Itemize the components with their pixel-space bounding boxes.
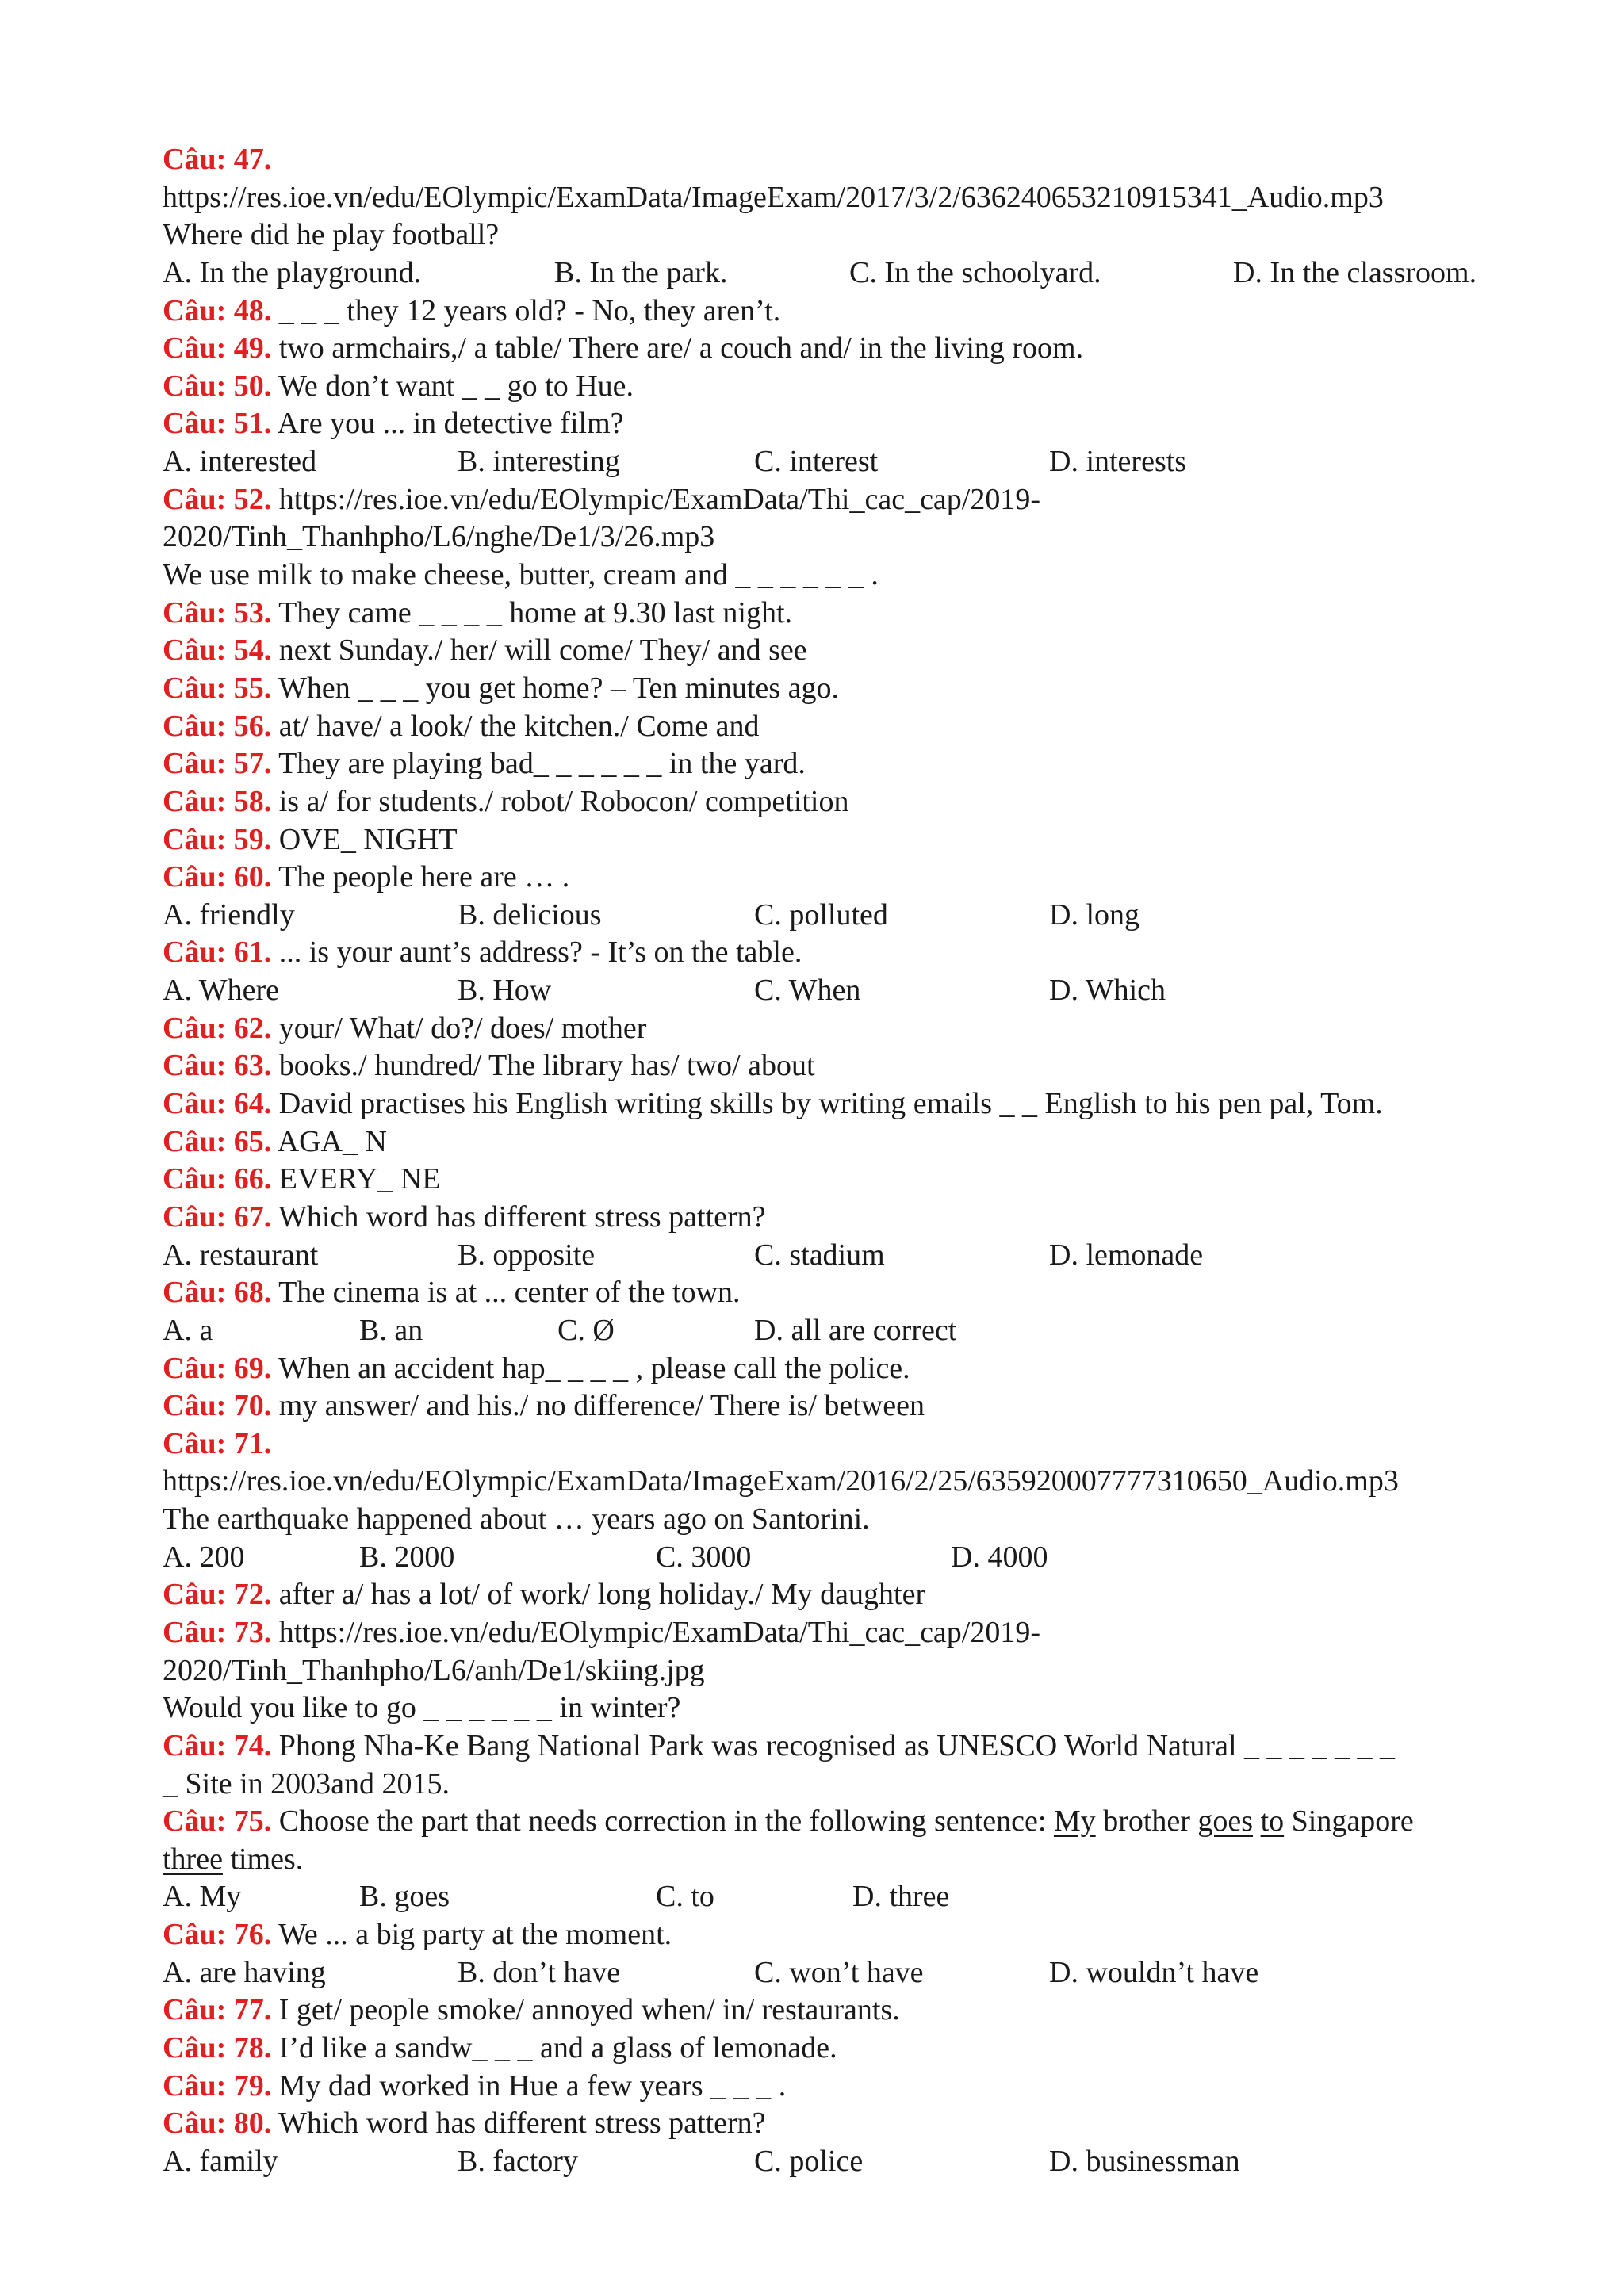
question-label: Câu: 48. [163, 293, 272, 327]
question-label: Câu: 65. [163, 1124, 272, 1158]
question-label: Câu: 49. [163, 331, 272, 365]
question-75-options [163, 1878, 1546, 1916]
question-text: EVERY_ NE [278, 1162, 441, 1196]
option-d: D. In the classroom. [1233, 255, 1477, 289]
option-c: C. stadium [754, 1238, 885, 1272]
option-c: C. interest [754, 445, 879, 479]
option-d: D. Which [1049, 974, 1166, 1008]
option-c: C. When [754, 974, 861, 1008]
option-c: C. 3000 [656, 1540, 752, 1574]
question-67-options [163, 1237, 1546, 1275]
question-label: Câu: 78. [163, 2031, 272, 2065]
question-47-options [163, 254, 1546, 293]
question-63 [163, 1047, 1546, 1085]
question-text: OVE_ NIGHT [278, 822, 458, 856]
question-51-options [163, 443, 1546, 481]
question-66 [163, 1161, 1546, 1199]
question-74 [163, 1728, 1546, 1766]
option-b: B. How [458, 974, 552, 1008]
question-text: at/ have/ a look/ the kitchen./ Come and [278, 709, 760, 743]
question-73-text: Would you like to go _ _ _ _ _ _ in winter? [163, 1691, 681, 1725]
question-text [1253, 1804, 1261, 1838]
option-a: A. a [163, 1313, 213, 1347]
question-text: ... is your aunt’s address? - It’s on the table. [278, 936, 802, 970]
question-71-audio-url: https://res.ioe.vn/edu/EOlympic/ExamData/ImageExam/2016/2/25/635920007777310650_Audio.mp3 [163, 1464, 1399, 1498]
question-label: Câu: 52. [163, 482, 272, 516]
question-75-cont [163, 1841, 1546, 1879]
question-67 [163, 1199, 1546, 1237]
question-text: my answer/ and his./ no difference/ There is/ between [278, 1389, 925, 1423]
question-54 [163, 632, 1546, 670]
question-text: I get/ people smoke/ annoyed when/ in/ restaurants. [278, 1993, 900, 2027]
question-47-audio-url: https://res.ioe.vn/edu/EOlympic/ExamData/ImageExam/2017/3/2/636240653210915341_Audio.mp3 [163, 180, 1384, 214]
option-a: A. interested [163, 445, 317, 479]
option-d: D. three [852, 1880, 950, 1914]
option-b: B. In the park. [554, 255, 728, 289]
option-c: C. police [754, 2144, 864, 2178]
question-label: Câu: 51. [163, 407, 272, 441]
question-61-options [163, 972, 1546, 1010]
question-50 [163, 368, 1546, 406]
question-label: Câu: 70. [163, 1389, 272, 1423]
question-79 [163, 2068, 1546, 2106]
underlined-part-goes: goes [1197, 1804, 1254, 1839]
question-text: David practises his English writing skills by writing emails _ _ English to his pen pal, Tom. [278, 1087, 1383, 1121]
question-56 [163, 708, 1546, 746]
question-label: Câu: 76. [163, 1918, 272, 1952]
question-74-cont: _ Site in 2003and 2015. [163, 1766, 450, 1800]
question-label: Câu: 55. [163, 671, 272, 705]
question-48 [163, 293, 1546, 331]
question-71-options [163, 1539, 1546, 1577]
option-b: B. interesting [458, 445, 620, 479]
question-60 [163, 859, 1546, 897]
question-text: When an accident hap_ _ _ _ , please call the police. [278, 1351, 910, 1385]
question-label: Câu: 47. [163, 143, 272, 176]
question-text: after a/ has a lot/ of work/ long holiday./ My daughter [278, 1578, 926, 1612]
option-c: C. Ø [557, 1313, 615, 1347]
question-audio-url: https://res.ioe.vn/edu/EOlympic/ExamData/Thi_cac_cap/2019- [278, 482, 1041, 516]
question-text: books./ hundred/ The library has/ two/ about [278, 1049, 815, 1083]
question-text: My dad worked in Hue a few years _ _ _ . [278, 2068, 787, 2103]
question-53 [163, 595, 1546, 633]
option-b: B. an [359, 1313, 423, 1347]
option-a: A. restaurant [163, 1238, 319, 1272]
question-47-text: Where did he play football? [163, 218, 500, 252]
question-73 [163, 1614, 1546, 1652]
option-a: A. 200 [163, 1540, 245, 1574]
question-label: Câu: 74. [163, 1728, 272, 1762]
question-label: Câu: 54. [163, 633, 272, 668]
question-76-options [163, 1954, 1546, 1992]
exam-document [163, 141, 1546, 2181]
question-76 [163, 1916, 1546, 1954]
underlined-part-three: three [163, 1842, 223, 1876]
question-52-url-cont: 2020/Tinh_Thanhpho/L6/nghe/De1/3/26.mp3 [163, 520, 715, 554]
question-text: We ... a big party at the moment. [278, 1918, 672, 1952]
option-a: A. are having [163, 1955, 326, 1989]
question-text: The people here are … . [278, 860, 570, 894]
option-c: C. to [656, 1880, 714, 1914]
question-text: I’d like a sandw_ _ _ and a glass of lemonade. [278, 2031, 837, 2065]
question-text: brother [1095, 1804, 1198, 1839]
question-70 [163, 1387, 1546, 1425]
question-label: Câu: 61. [163, 936, 272, 970]
question-text: When _ _ _ you get home? – Ten minutes ago. [278, 671, 839, 705]
question-75 [163, 1803, 1546, 1841]
question-text: Phong Nha-Ke Bang National Park was recognised as UNESCO World Natural _ _ _ _ _ _ _ [278, 1728, 1396, 1762]
option-d: D. businessman [1049, 2144, 1240, 2178]
option-c: C. polluted [754, 897, 888, 932]
option-d: D. lemonade [1049, 1238, 1204, 1272]
question-label: Câu: 53. [163, 595, 272, 629]
question-text: Singapore [1284, 1804, 1414, 1839]
question-label: Câu: 57. [163, 747, 272, 781]
question-label: Câu: 62. [163, 1011, 272, 1045]
question-label: Câu: 79. [163, 2068, 272, 2103]
question-text: They came _ _ _ _ home at 9.30 last night. [278, 595, 793, 629]
option-a: A. family [163, 2144, 278, 2178]
question-label: Câu: 50. [163, 369, 272, 403]
option-b: B. delicious [458, 897, 602, 932]
option-b: B. 2000 [359, 1540, 455, 1574]
question-label: Câu: 67. [163, 1200, 272, 1234]
question-68 [163, 1274, 1546, 1312]
option-d: D. interests [1049, 445, 1187, 479]
question-61 [163, 934, 1546, 972]
option-b: B. goes [359, 1880, 450, 1914]
question-label: Câu: 80. [163, 2107, 272, 2141]
option-b: B. don’t have [458, 1955, 621, 1989]
option-a: A. Where [163, 974, 280, 1008]
question-label: Câu: 60. [163, 860, 272, 894]
question-65 [163, 1123, 1546, 1161]
question-label: Câu: 63. [163, 1049, 272, 1083]
question-58 [163, 783, 1546, 821]
option-d: D. all are correct [754, 1313, 957, 1347]
question-64 [163, 1085, 1546, 1123]
question-57 [163, 745, 1546, 783]
question-text: Which word has different stress pattern? [278, 1200, 766, 1234]
option-a: A. In the playground. [163, 255, 422, 289]
option-d: D. 4000 [951, 1540, 1048, 1574]
question-label: Câu: 77. [163, 1993, 272, 2027]
question-label: Câu: 56. [163, 709, 272, 743]
question-49 [163, 330, 1546, 368]
question-text: Are you ... in detective film? [277, 407, 624, 441]
question-55 [163, 670, 1546, 708]
question-text: We don’t want _ _ go to Hue. [278, 369, 634, 403]
question-text: your/ What/ do?/ does/ mother [278, 1011, 647, 1045]
question-label: Câu: 64. [163, 1087, 272, 1121]
question-label: Câu: 68. [163, 1276, 272, 1310]
question-text: times. [222, 1842, 304, 1876]
question-62 [163, 1010, 1546, 1048]
question-text: They are playing bad_ _ _ _ _ _ in the yard. [278, 747, 806, 781]
question-label: Câu: 66. [163, 1162, 272, 1196]
question-text: Choose the part that needs correction in the following sentence: [278, 1804, 1054, 1839]
question-label: Câu: 59. [163, 822, 272, 856]
question-text: Which word has different stress pattern? [278, 2107, 766, 2141]
question-73-url-cont: 2020/Tinh_Thanhpho/L6/anh/De1/skiing.jpg [163, 1653, 705, 1687]
question-69 [163, 1350, 1546, 1388]
question-label: Câu: 58. [163, 784, 272, 818]
question-text: AGA_ N [277, 1124, 387, 1158]
question-80 [163, 2105, 1546, 2143]
question-text: The cinema is at ... center of the town. [278, 1276, 741, 1310]
question-52 [163, 481, 1546, 519]
option-d: D. long [1049, 897, 1139, 932]
question-text: is a/ for students./ robot/ Robocon/ competition [278, 784, 849, 818]
question-label: Câu: 73. [163, 1615, 272, 1649]
question-77 [163, 1992, 1546, 2030]
question-80-options [163, 2143, 1546, 2181]
question-71-heading [163, 1425, 1546, 1464]
option-a: A. friendly [163, 897, 295, 932]
underlined-part-my: My [1053, 1804, 1096, 1839]
question-47-heading [163, 141, 1546, 179]
question-60-options [163, 897, 1546, 935]
question-text: two armchairs,/ a table/ There are/ a couch and/ in the living room. [278, 331, 1084, 365]
question-label: Câu: 75. [163, 1804, 272, 1839]
underlined-part-to: to [1260, 1804, 1285, 1839]
question-label: Câu: 71. [163, 1426, 272, 1460]
option-b: B. factory [458, 2144, 578, 2178]
question-text: next Sunday./ her/ will come/ They/ and see [278, 633, 807, 668]
question-68-options [163, 1312, 1546, 1350]
option-c: C. In the schoolyard. [849, 255, 1101, 289]
question-72 [163, 1576, 1546, 1614]
option-b: B. opposite [458, 1238, 596, 1272]
question-51 [163, 405, 1546, 443]
question-71-text: The earthquake happened about … years ago on Santorini. [163, 1502, 870, 1536]
question-59 [163, 821, 1546, 859]
question-52-text: We use milk to make cheese, butter, cream and _ _ _ _ _ _ . [163, 558, 879, 592]
option-a: A. My [163, 1880, 242, 1914]
question-image-url: https://res.ioe.vn/edu/EOlympic/ExamData/Thi_cac_cap/2019- [278, 1615, 1041, 1649]
question-label: Câu: 72. [163, 1578, 272, 1612]
question-78 [163, 2030, 1546, 2068]
question-text: _ _ _ they 12 years old? - No, they aren’t. [278, 293, 781, 327]
question-label: Câu: 69. [163, 1351, 272, 1385]
option-c: C. won’t have [754, 1955, 924, 1989]
option-d: D. wouldn’t have [1049, 1955, 1259, 1989]
